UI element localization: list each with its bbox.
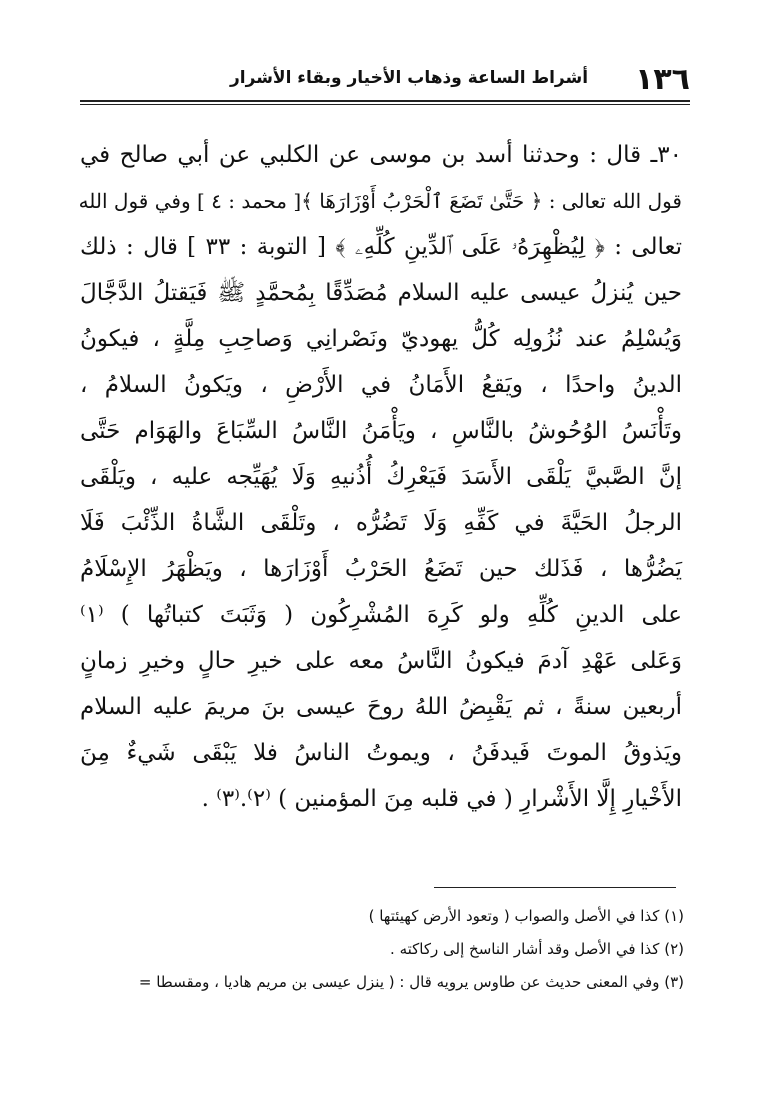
text-line: الأَخْيارِ إِلَّا الأَشْرارِ ( في قلبه مِنَ المؤمنين ) ⁽٢⁾.⁽٣⁾ . — [201, 786, 682, 812]
footnotes — [80, 900, 684, 999]
text-line: أربعين سنةً ، ثم يَقْبِضُ اللهُ روحَ عيسى بنَ مريمَ عليه السلام — [80, 694, 682, 720]
header-rule — [80, 100, 690, 102]
page-number: ١٣٦ — [635, 62, 690, 97]
text-line: الدينُ واحدًا ، ويَقعُ الأَمَانُ في الأَرْضِ ، ويَكونُ السلامُ ، — [80, 372, 682, 398]
text-line: تعالى : ﴿ لِيُظْهِرَهُۥ عَلَى ٱلدِّينِ كُلِّهِۦ ﴾ [ التوبة : ٣٣ ] قال : ذلك — [80, 234, 682, 260]
header-rule-thin — [80, 104, 690, 105]
text-line: على الدينِ كُلِّهِ ولو كَرِهَ المُشْرِكُون ( وَثَبَتَ كتباتُها ) ⁽١⁾ — [80, 602, 682, 628]
footnote-separator — [434, 887, 676, 888]
text-line: وَعَلى عَهْدِ آدمَ فيكونُ النَّاسُ معه على خيرِ حالٍ وخيرِ زمانٍ — [80, 648, 682, 674]
text-line: الرجلُ الحَيَّةَ في كَفِّهِ وَلَا تَضُرُّه ، وتَلْقَى الشَّاةُ الذِّئْبَ فَلَا — [80, 510, 682, 536]
main-text — [80, 132, 682, 822]
text-line: ٣٠ـ قال : وحدثنا أسد بن موسى عن الكلبي عن أبي صالح في — [80, 142, 682, 168]
running-title: أشراط الساعة وذهاب الأخيار وبقاء الأشرار — [230, 68, 589, 88]
footnote: (٣) وفي المعنى حديث عن طاوس يرويه قال : ( ينزل عيسى بن مريم هاديا ، ومقسطا = — [138, 973, 684, 991]
text-line: يَضُرُّها ، فَذَلك حين تَضَعُ الحَرْبُ أَوْزَارَها ، ويَظْهَرُ الإِسْلَامُ — [80, 556, 682, 582]
page-header — [80, 60, 690, 100]
footnote: (١) كذا في الأصل والصواب ( وتعود الأرض كهيئتها ) — [368, 907, 684, 925]
text-line: وَيُسْلِمُ عند نُزُولِه كُلُّ يهوديّ ونَصْرانِي وَصاحِبِ مِلَّةٍ ، فيكونُ — [80, 326, 682, 352]
text-line: قول الله تعالى : ﴿ حَتَّىٰ تَضَعَ ٱلْحَرْبُ أَوْزَارَهَا ﴾[ محمد : ٤ ] وفي قول الله — [78, 189, 682, 213]
text-line: إنَّ الصَّبيَّ يَلْقَى الأَسَدَ فَيَعْرِكُ أُذُنيهِ وَلَا يُهَيِّجه عليه ، ويَلْقَى — [80, 464, 682, 490]
text-line: وتَأْنَسُ الوُحُوشُ بالنَّاسِ ، ويَأْمَنُ النَّاسُ السِّبَاعَ والهَوَام حَتَّى — [80, 418, 682, 444]
footnote: (٢) كذا في الأصل وقد أشار الناسخ إلى ركاكته . — [390, 940, 684, 958]
text-line: ويَذوقُ الموتَ فَيدفَنُ ، ويموتُ الناسُ فلا يَبْقَى شَيءٌ مِنَ — [80, 740, 682, 766]
text-line: حين يُنزلُ عيسى عليه السلام مُصَدِّقًا بِمُحمَّدٍ ﷺ فَيَقتلُ الدَّجَّالَ — [80, 280, 682, 306]
